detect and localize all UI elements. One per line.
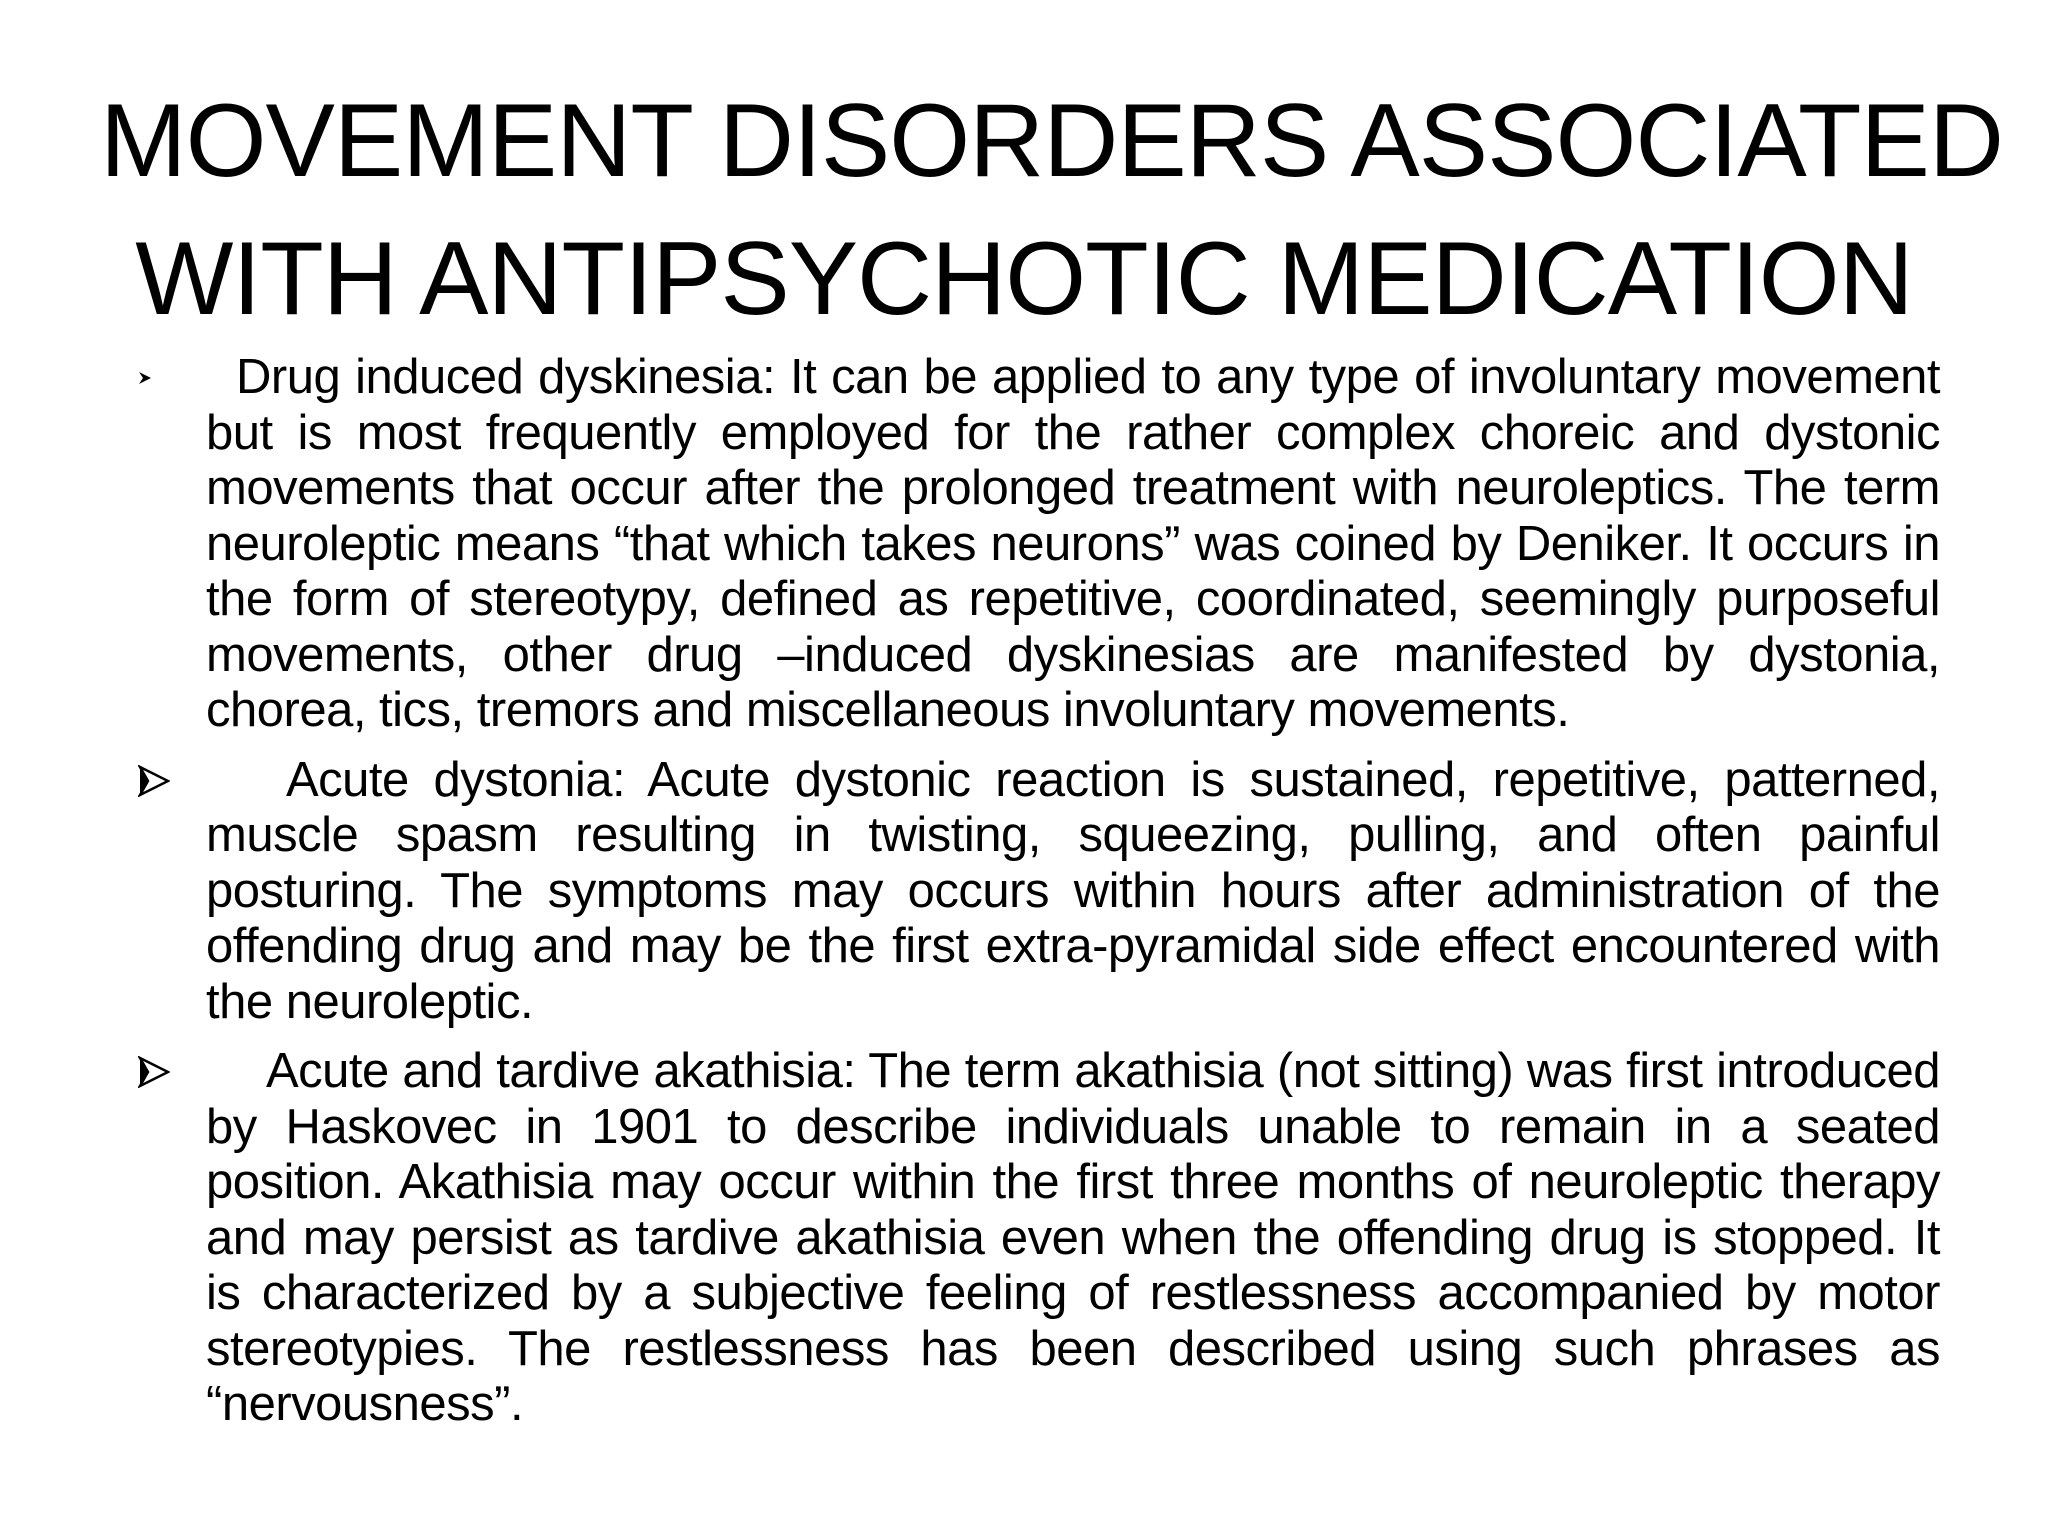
arrowhead-bullet-icon — [138, 753, 178, 809]
bullet-item-acute-and-tardive-akathisia — [120, 1044, 1940, 1433]
bullet-text: Acute and tardive akathisia: The term akathisia (not sitting) was first introduced by Haskovec in 1901 to describe individuals unable to remain in a seated position. Akathisia may occur within the first three months of neuroleptic therapy and may persist as tardive akathisia even when the offending drug is stopped. It is characterized by a subjective feeling of restlessness accompanied by motor stereotypies. The restlessness has been described using such phrases as “nervousness”. — [206, 1044, 1940, 1431]
bullet-text: Acute dystonia: Acute dystonic reaction is sustained, repetitive, patterned, muscle spasm resulting in twisting, squeezing, pulling, and often painful posturing. The symptoms may occurs within hours after administration of the offending drug and may be the first extra-pyramidal side effect encountered with the neuroleptic. — [206, 752, 1940, 1029]
title-line-1: MOVEMENT DISORDERS ASSOCIATED — [100, 83, 2004, 199]
arrowhead-bullet-icon — [138, 1044, 178, 1100]
bullet-item-drug-induced-dyskinesia — [120, 350, 1940, 739]
title-line-2: WITH ANTIPSYCHOTIC MEDICATION — [135, 221, 1913, 337]
bullet-text: Drug induced dyskinesia: It can be applied to any type of involuntary movement but is most frequently employed for the rather complex choreic and dystonic movements that occur after the prolonged treatment with neuroleptics. The term neuroleptic means “that which takes neurons” was coined by Deniker. It occurs in the form of stereotypy, defined as repetitive, coordinated, seemingly purposeful movements, other drug –induced dyskinesias are manifested by dystonia, chorea, tics, tremors and miscellaneous involuntary movements. — [206, 350, 1940, 737]
bullet-list — [120, 350, 1940, 1447]
slide-title — [100, 72, 2004, 348]
arrowhead-bullet-icon — [138, 350, 178, 406]
bullet-item-acute-dystonia — [120, 753, 1940, 1031]
